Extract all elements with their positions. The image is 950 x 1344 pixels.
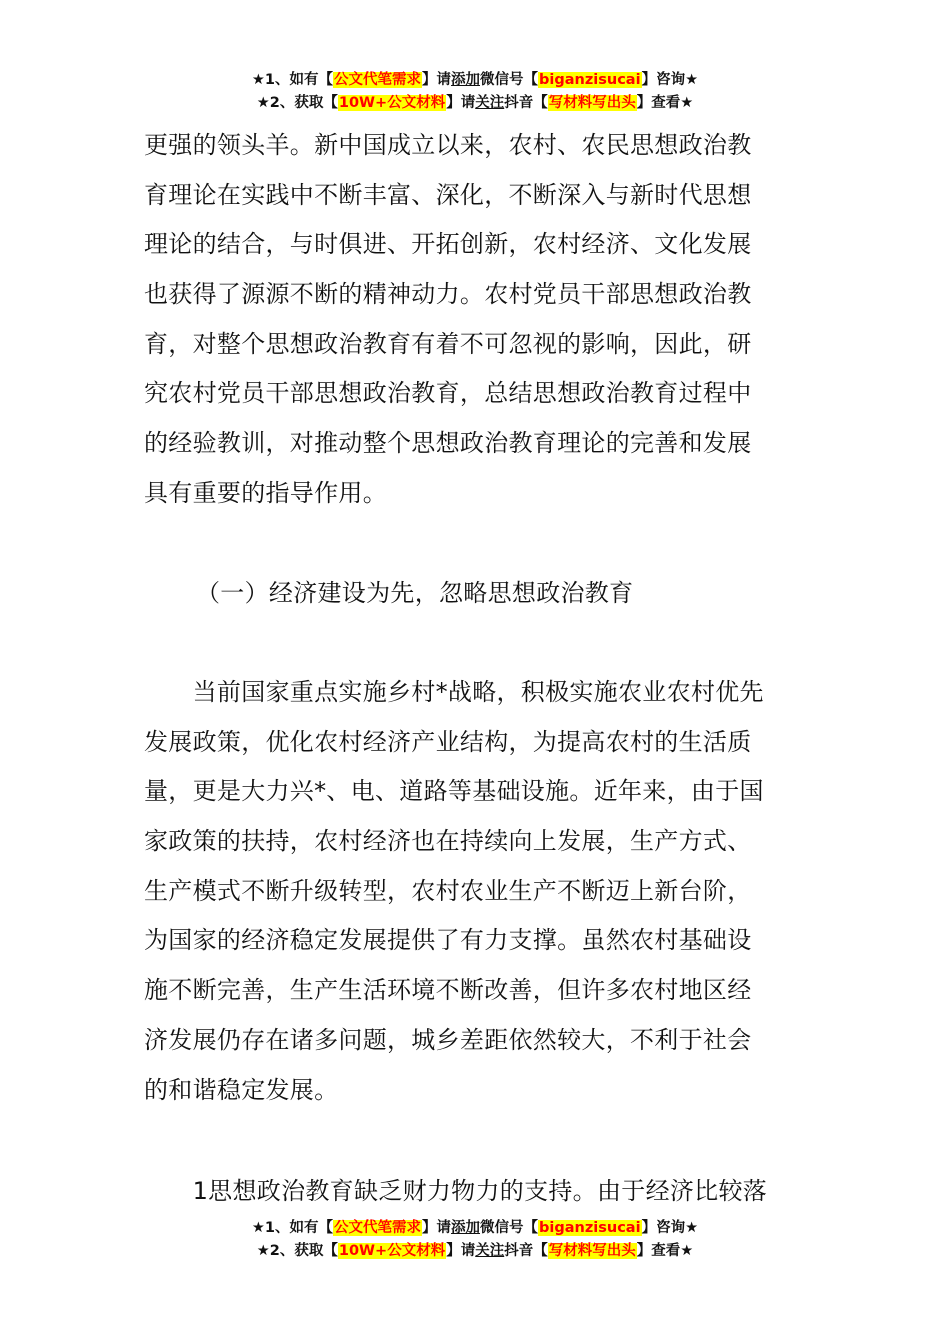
promo-line-1 — [0, 1217, 950, 1240]
promo-highlight: 写材料写出头 — [548, 1243, 636, 1259]
promo-text: 】请 — [446, 1243, 476, 1259]
promo-line-1 — [0, 69, 950, 92]
promo-line-2 — [0, 1240, 950, 1263]
paragraph-line: 生产模式不断升级转型，农村农业生产不断迈上新台阶， — [144, 876, 752, 905]
promo-text: 微信号【 — [480, 72, 539, 88]
section-heading-text: （一）经济建设为先，忽略思想政治教育 — [196, 579, 634, 607]
paragraph-line: 量，更是大力兴*、电、道路等基础设施。近年来，由于国 — [144, 777, 764, 806]
promo-highlight: 公文代笔需求 — [334, 72, 422, 88]
promo-underlined: 关注 — [475, 1243, 505, 1259]
promo-line-2 — [0, 92, 950, 115]
promo-text: ★2、获取【 — [256, 1243, 338, 1259]
paragraph-line: 为国家的经济稳定发展提供了有力支撑。虽然农村基础设 — [144, 926, 752, 955]
paragraph-line: 育，对整个思想政治教育有着不可忽视的影响，因此，研 — [144, 329, 752, 358]
paragraph-line: 家政策的扶持，农村经济也在持续向上发展，生产方式、 — [144, 827, 752, 856]
promo-highlight: 10W+公文材料 — [338, 1243, 446, 1259]
promo-text: ★2、获取【 — [256, 95, 338, 111]
paragraph-line: 究农村党员干部思想政治教育，总结思想政治教育过程中 — [144, 379, 752, 408]
section-heading — [196, 569, 866, 619]
promo-highlight: 10W+公文材料 — [338, 95, 446, 111]
promo-text: 】请 — [422, 1220, 452, 1236]
paragraph-line: 也获得了源源不断的精神动力。农村党员干部思想政治教 — [144, 280, 752, 309]
promo-text: 】查看★ — [636, 1243, 694, 1259]
paragraph-1 — [144, 121, 814, 519]
promo-text: 】咨询★ — [641, 72, 699, 88]
promo-text: 】请 — [446, 95, 476, 111]
paragraph-line: 发展政策，优化农村经济产业结构，为提高农村的生活质 — [144, 727, 752, 756]
paragraph-line: 当前国家重点实施乡村*战略，积极实施农业农村优先 — [144, 678, 764, 706]
promo-highlight: 写材料写出头 — [548, 95, 636, 111]
paragraph-line: 1思想政治教育缺乏财力物力的支持。由于经济比较落 — [144, 1177, 768, 1205]
promo-text: 微信号【 — [480, 1220, 539, 1236]
paragraph-line: 理论的结合，与时俱进、开拓创新，农村经济、文化发展 — [144, 230, 752, 259]
promo-underlined: 添加 — [451, 72, 481, 88]
promo-highlight: 公文代笔需求 — [334, 1220, 422, 1236]
promo-text: 】请 — [422, 72, 452, 88]
promo-text: ★1、如有【 — [251, 1220, 334, 1236]
paragraph-line: 更强的领头羊。新中国成立以来，农村、农民思想政治教 — [144, 131, 752, 159]
paragraph-line: 施不断完善，生产生活环境不断改善，但许多农村地区经 — [144, 976, 752, 1005]
paragraph-line: 的经验教训，对推动整个思想政治教育理论的完善和发展 — [144, 429, 752, 458]
paragraph-line: 育理论在实践中不断丰富、深化，不断深入与新时代思想 — [144, 180, 752, 209]
footer-promo-banner — [0, 1217, 950, 1263]
header-promo-banner — [0, 69, 950, 115]
promo-text: 抖音【 — [504, 95, 548, 111]
promo-underlined: 添加 — [451, 1220, 481, 1236]
promo-text: 】查看★ — [636, 95, 694, 111]
promo-text: 抖音【 — [504, 1243, 548, 1259]
promo-underlined: 关注 — [475, 95, 505, 111]
promo-text: ★1、如有【 — [251, 72, 334, 88]
paragraph-3 — [144, 1167, 814, 1217]
paragraph-line: 的和谐稳定发展。 — [144, 1075, 339, 1104]
promo-highlight: biganzisucai — [539, 72, 641, 88]
promo-highlight: biganzisucai — [539, 1220, 641, 1236]
paragraph-2 — [144, 668, 814, 1115]
paragraph-line: 济发展仍存在诸多问题，城乡差距依然较大，不利于社会 — [144, 1025, 752, 1054]
promo-text: 】咨询★ — [641, 1220, 699, 1236]
paragraph-line: 具有重要的指导作用。 — [144, 478, 387, 507]
